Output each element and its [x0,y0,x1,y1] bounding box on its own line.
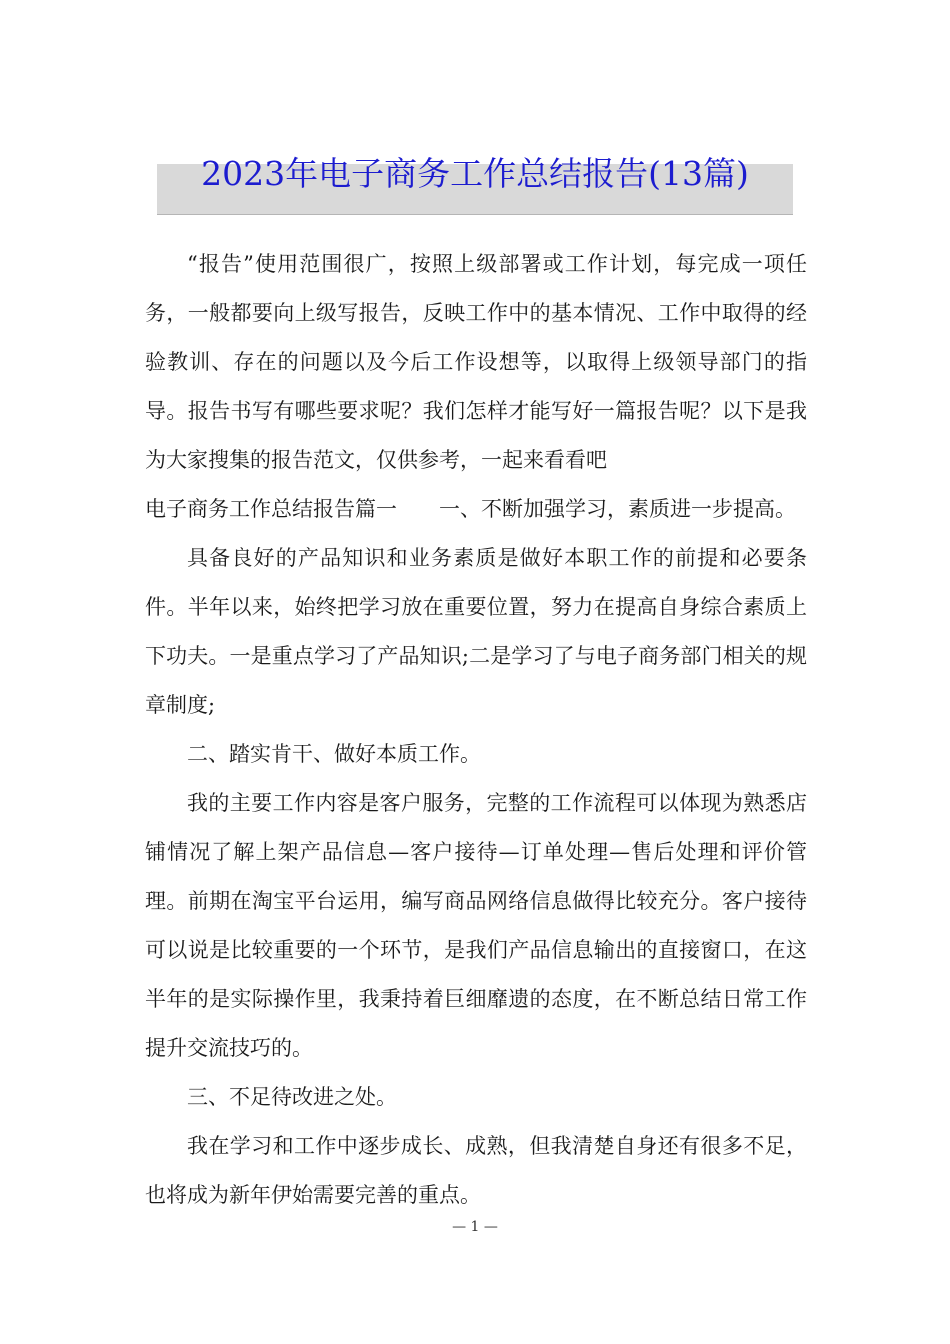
document-title: 2023年电子商务工作总结报告(13篇) [201,154,749,193]
document-body [145,240,807,1220]
heading-2: 二、踏实肯干、做好本质工作。 [187,742,481,766]
paragraph-2: 我的主要工作内容是客户服务，完整的工作流程可以体现为熟悉店铺情况了解上架产品信息—客户接待—订单处理—售后处理和评价管理。前期在淘宝平台运用，编写商品网络信息做得比较充分。客户接待可以说是比较重要的一个环节，是我们产品信息输出的直接窗口，在这半年的是实际操作里，我秉持着巨细靡遗的态度，在不断总结日常工作提升交流技巧的。 [145,791,807,1060]
heading-3: 三、不足待改进之处。 [187,1085,397,1109]
page-number: — 1 — [452,1219,498,1235]
paragraph-1: 具备良好的产品知识和业务素质是做好本职工作的前提和必要条件。半年以来，始终把学习放在重要位置，努力在提高自身综合素质上下功夫。一是重点学习了产品知识;二是学习了与电子商务部门相关的规章制度; [145,546,807,717]
section1-line [145,485,807,534]
paragraph-3: 我在学习和工作中逐步成长、成熟，但我清楚自身还有很多不足，也将成为新年伊始需要完善的重点。 [145,1134,807,1207]
section1-heading: 一、不断加强学习，素质进一步提高。 [439,497,796,521]
intro-paragraph: “报告”使用范围很广，按照上级部署或工作计划，每完成一项任务，一般都要向上级写报告，反映工作中的基本情况、工作中取得的经验教训、存在的问题以及今后工作设想等，以取得上级领导部门的指导。报告书写有哪些要求呢？我们怎样才能写好一篇报告呢？以下是我为大家搜集的报告范文，仅供参考，一起来看看吧 [145,252,807,472]
section1-label: 电子商务工作总结报告篇一 [145,497,397,521]
